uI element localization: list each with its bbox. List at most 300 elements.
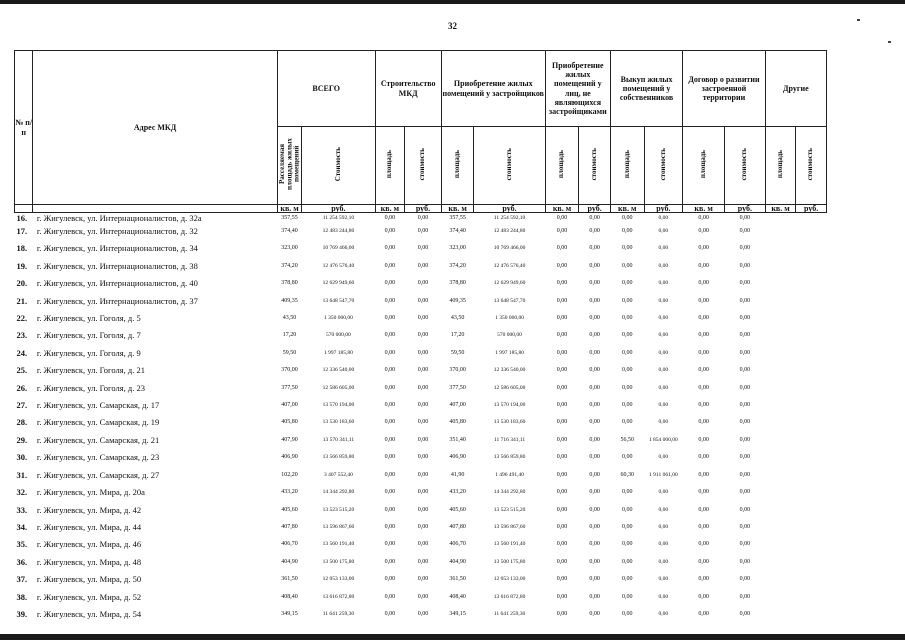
row-value: 0,00 [658,262,669,269]
row-address: г. Жигулевск, ул. Самарская, д. 19 [36,417,160,428]
row-value-empty [796,362,827,379]
row-value-empty [765,213,796,224]
table-row [15,213,827,224]
row-value: 0,00 [589,384,600,391]
row-value: 13 616 872,80 [322,593,355,600]
row-value: 0,00 [384,349,396,356]
row-value: 13 596 867,60 [322,523,355,530]
row-value: 0,00 [556,384,568,391]
row-value: 406,90 [449,454,466,461]
row-value: 0,00 [384,419,396,426]
row-value: 374,40 [449,228,466,234]
row-value: 0,00 [417,315,429,322]
row-value: 12 483 244,80 [493,228,526,234]
row-value: 59,50 [450,349,465,356]
row-value: 12 053 133,00 [322,576,355,583]
row-value: 0,00 [556,349,568,356]
row-value: 0,00 [698,576,709,583]
row-value: 0,00 [589,506,600,513]
subheader-cell [765,127,796,205]
row-value: 0,00 [739,349,751,356]
row-value: 0,00 [589,245,600,252]
table-row [15,536,827,553]
row-value: 0,00 [417,215,429,221]
subheader-label: площадь [557,150,566,179]
row-value-empty [796,345,827,362]
row-value: 404,90 [449,558,466,565]
table-row [15,345,827,362]
row-value: 0,00 [417,558,429,565]
row-value: 405,60 [281,506,298,513]
row-value-empty [765,432,796,449]
table-row [15,414,827,431]
row-value: 0,00 [698,523,709,530]
row-address: г. Жигулевск, ул. Мира, д. 48 [36,556,142,567]
subheader-cell [610,127,644,205]
row-number: 32. [16,487,28,498]
row-value: 3 407 552,40 [323,471,353,478]
row-value: 11 254 592,10 [322,215,355,221]
row-value: 13 566 859,80 [322,454,355,461]
unit-label: кв. м [683,205,725,213]
row-value: 407,90 [281,436,298,443]
row-value: 0,00 [589,576,600,583]
row-value: 0,00 [384,245,396,252]
row-value: 0,00 [417,523,429,530]
row-value: 0,00 [589,523,600,530]
row-number: 28. [16,417,28,428]
row-value: 17,20 [450,332,465,339]
row-value: 405,60 [449,506,466,513]
row-value: 0,00 [621,262,633,269]
row-value: 0,00 [417,245,429,252]
row-value-empty [796,467,827,484]
row-value: 12 629 949,60 [322,280,355,287]
row-value: 0,00 [621,297,633,304]
row-value: 378,80 [281,280,298,287]
row-value: 11 716 341,11 [493,436,526,443]
row-number: 16. [16,213,28,223]
row-value: 0,00 [384,215,396,221]
row-value: 374,20 [281,262,298,269]
row-value: 0,00 [417,471,429,478]
subheader-cell [302,127,375,205]
row-value-empty [765,380,796,397]
row-value: 0,00 [698,436,709,443]
row-value: 0,00 [384,471,396,478]
row-value: 0,00 [739,610,751,617]
row-value: 0,00 [589,436,600,443]
row-value: 0,00 [698,280,709,287]
row-value: 407,00 [281,402,298,409]
resettlement-table [14,50,827,623]
row-address: г. Жигулевск, ул. Мира, д. 44 [36,521,142,532]
unit-label: руб. [579,205,611,213]
row-value: 0,00 [589,367,600,374]
row-value: 0,00 [621,419,633,426]
row-value-empty [765,606,796,623]
row-value: 349,15 [281,610,298,617]
row-value: 56,50 [620,436,634,443]
row-address: г. Жигулевск, ул. Самарская, д. 27 [36,469,160,480]
row-value: 0,00 [417,297,429,304]
row-value: 0,00 [698,315,709,322]
row-value: 0,00 [556,610,568,617]
row-value: 0,00 [384,576,396,583]
table-row [15,223,827,240]
row-value: 0,00 [658,215,669,221]
row-value-empty [765,589,796,606]
table-row [15,258,827,275]
row-address: г. Жигулевск, ул. Интернационалистов, д. 34 [36,243,198,254]
table-row [15,519,827,536]
row-value: 0,00 [384,610,396,617]
row-value: 407,00 [449,402,466,409]
row-value: 0,00 [739,280,751,287]
row-value: 0,00 [589,454,600,461]
row-value-empty [796,484,827,501]
row-value: 0,00 [698,454,709,461]
row-value: 0,00 [698,558,709,565]
row-value-empty [796,380,827,397]
row-number: 37. [16,574,28,585]
row-value: 13 648 547,70 [493,297,526,304]
row-value: 377,50 [281,384,298,391]
row-value: 0,00 [556,332,568,339]
row-value: 404,90 [281,558,298,565]
row-value: 0,00 [658,402,669,409]
row-value: 12 483 244,80 [322,228,355,234]
units-blank [33,205,277,213]
row-value: 0,00 [384,593,396,600]
row-value: 0,00 [698,332,709,339]
subheader-label: Расселяемая площадь жилых помещений [277,138,301,191]
row-address: г. Жигулевск, ул. Гоголя, д. 7 [36,330,141,341]
header-group-non-developers: Приобретение жилых помещений у лиц, не являющихся застройщиками [545,51,610,127]
row-value: 0,00 [658,506,669,513]
row-value: 0,00 [658,367,669,374]
row-address: г. Жигулевск, ул. Мира, д. 42 [36,504,142,515]
row-value: 0,00 [739,419,751,426]
subheader-cell [545,127,579,205]
row-number: 35. [16,539,28,550]
subheader-cell [644,127,683,205]
row-value: 0,00 [658,610,669,617]
row-value: 60,30 [620,471,634,478]
row-value: 0,00 [698,349,709,356]
row-value: 0,00 [658,297,669,304]
subheader-label: площадь [452,150,461,179]
row-value: 0,00 [698,489,709,496]
units-blank [15,205,33,213]
row-value: 405,80 [449,419,466,426]
row-value-empty [765,293,796,310]
unit-label: руб. [644,205,683,213]
table-row [15,240,827,257]
row-value: 570 000,00 [326,332,351,339]
row-value: 361,50 [281,576,298,583]
row-value: 0,00 [698,228,709,234]
row-value: 0,00 [589,215,600,221]
row-value: 0,00 [417,419,429,426]
scan-speck [857,19,860,21]
row-value: 0,00 [698,471,709,478]
row-number: 20. [16,278,28,289]
subheader-cell [796,127,827,205]
row-value: 0,00 [589,471,600,478]
row-value-empty [765,449,796,466]
row-value: 0,00 [384,402,396,409]
row-value: 59,50 [282,349,297,356]
unit-label: кв. м [441,205,474,213]
row-value: 0,00 [698,297,709,304]
row-value: 0,00 [698,262,709,269]
row-value: 0,00 [417,610,429,617]
row-number: 19. [16,260,28,271]
row-value: 0,00 [556,506,568,513]
header-group-buyout: Выкуп жилых помещений у собственников [610,51,682,127]
row-value: 0,00 [739,262,751,269]
row-value: 0,00 [739,228,751,234]
row-value: 1 350 000,00 [323,315,353,322]
header-group-construction: Строительство МКД [375,51,441,127]
row-value: 1 997 185,80 [495,349,524,356]
row-value: 0,00 [384,489,396,496]
row-value-empty [796,414,827,431]
row-value: 0,00 [417,228,429,234]
row-value: 357,55 [449,215,466,221]
row-value: 0,00 [384,262,396,269]
row-number: 17. [16,226,28,236]
row-value: 0,00 [384,558,396,565]
row-value-empty [765,275,796,292]
row-number: 24. [16,347,28,358]
subheader-label: стоимость [806,148,815,181]
subheader-label: стоимость [589,148,598,181]
row-value: 0,00 [556,454,568,461]
row-value: 0,00 [556,576,568,583]
row-value: 0,00 [698,419,709,426]
row-value: 0,00 [658,384,669,391]
row-value: 13 530 183,60 [493,419,526,426]
row-value-empty [765,397,796,414]
row-value-empty [796,327,827,344]
row-value: 0,00 [556,315,568,322]
row-value: 13 648 547,70 [322,297,355,304]
row-value-empty [765,536,796,553]
unit-label: кв. м [277,205,301,213]
row-value: 0,00 [556,280,568,287]
row-value-empty [796,536,827,553]
row-value: 0,00 [621,610,633,617]
row-value: 13 560 191,40 [322,541,355,548]
row-value: 14 344 292,80 [493,489,526,496]
row-value: 0,00 [589,558,600,565]
row-value: 0,00 [621,228,633,234]
top-border [0,0,905,4]
row-value: 0,00 [384,228,396,234]
row-value: 0,00 [589,262,600,269]
row-value: 361,50 [449,576,466,583]
row-value: 0,00 [589,280,600,287]
subheader-label: стоимость [418,148,427,181]
row-value: 14 344 292,80 [322,489,355,496]
subheader-cell [441,127,474,205]
row-value: 0,00 [698,610,709,617]
subheader-label: Стоимость [333,147,342,182]
row-value: 43,50 [282,315,297,322]
row-value: 0,00 [621,576,633,583]
row-value: 12 336 540,00 [322,367,355,374]
row-value: 0,00 [658,593,669,600]
row-value: 0,00 [417,541,429,548]
row-value-empty [796,502,827,519]
subheader-label: стоимость [740,148,749,181]
row-value: 0,00 [621,245,633,252]
row-value: 0,00 [658,558,669,565]
row-value: 374,40 [281,228,298,234]
row-value: 0,00 [739,506,751,513]
row-address: г. Жигулевск, ул. Интернационалистов, д. 40 [36,278,198,289]
row-value-empty [765,571,796,588]
row-value: 323,00 [281,245,298,252]
row-value: 323,00 [449,245,466,252]
row-value: 0,00 [658,245,669,252]
row-value: 10 769 466,00 [322,245,355,252]
subheader-cell [375,127,405,205]
row-value-empty [796,606,827,623]
row-value: 377,50 [449,384,466,391]
row-value: 0,00 [556,436,568,443]
table-row [15,397,827,414]
row-value: 0,00 [739,523,751,530]
bottom-border [0,634,905,640]
subheader-label: стоимость [658,148,667,181]
row-number: 31. [16,469,28,480]
row-address: г. Жигулевск, ул. Интернационалистов, д. 32 [36,226,198,236]
subheader-cell [683,127,725,205]
unit-label: кв. м [765,205,796,213]
table-row [15,606,827,623]
row-value: 407,80 [449,523,466,530]
row-value-empty [765,414,796,431]
row-value: 0,00 [589,610,600,617]
row-number: 25. [16,365,28,376]
row-value-empty [765,502,796,519]
row-value: 0,00 [384,506,396,513]
scan-speck [888,41,891,43]
row-value-empty [796,240,827,257]
row-value: 0,00 [621,454,633,461]
row-value: 0,00 [739,367,751,374]
row-number: 27. [16,400,28,411]
row-value: 0,00 [417,436,429,443]
row-value: 374,20 [449,262,466,269]
page-number: 32 [448,21,457,31]
row-value: 13 523 515,20 [493,506,526,513]
row-value: 0,00 [417,262,429,269]
row-value: 1 997 185,80 [323,349,353,356]
row-address: г. Жигулевск, ул. Гоголя, д. 23 [36,382,145,393]
row-value: 0,00 [556,297,568,304]
table-row [15,362,827,379]
subheader-cell [579,127,611,205]
row-value: 13 530 183,60 [322,419,355,426]
table-row [15,275,827,292]
row-value: 0,00 [739,489,751,496]
row-value: 0,00 [384,297,396,304]
row-value-empty [796,275,827,292]
row-value-empty [765,327,796,344]
row-number: 22. [16,313,28,324]
row-value: 0,00 [556,541,568,548]
row-number: 21. [16,295,28,306]
row-number: 39. [16,608,28,619]
table-row [15,467,827,484]
row-value: 433,20 [281,489,298,496]
unit-label: руб. [405,205,442,213]
row-address: г. Жигулевск, ул. Самарская, д. 17 [36,400,160,411]
subheader-cell [724,127,765,205]
row-address: г. Жигулевск, ул. Интернационалистов, д. 38 [36,260,198,271]
row-value: 13 500 175,80 [322,558,355,565]
row-value: 13 570 194,00 [322,402,355,409]
header-group-total: ВСЕГО [277,51,375,127]
row-address: г. Жигулевск, ул. Интернационалистов, д. 37 [36,295,198,306]
row-number: 34. [16,521,28,532]
row-value: 13 560 191,40 [493,541,526,548]
row-value: 0,00 [417,384,429,391]
row-value: 370,00 [449,367,466,374]
row-value: 0,00 [621,593,633,600]
row-value: 570 000,00 [497,332,522,339]
row-value: 0,00 [384,280,396,287]
row-value: 406,70 [449,541,466,548]
row-value-empty [796,519,827,536]
row-value: 0,00 [417,506,429,513]
row-value-empty [765,467,796,484]
subheader-cell [405,127,442,205]
row-value: 0,00 [621,523,633,530]
table-row [15,571,827,588]
row-value: 41,90 [450,471,465,478]
row-value: 409,35 [449,297,466,304]
row-value: 0,00 [658,280,669,287]
row-address: г. Жигулевск, ул. Гоголя, д. 21 [36,365,145,376]
row-address: г. Жигулевск, ул. Гоголя, д. 9 [36,347,141,358]
row-value: 0,00 [556,228,568,234]
row-value: 0,00 [739,471,751,478]
row-value: 0,00 [417,454,429,461]
row-value: 0,00 [589,332,600,339]
row-value: 0,00 [417,489,429,496]
row-address: г. Жигулевск, ул. Гоголя, д. 5 [36,313,141,324]
row-address: г. Жигулевск, ул. Интернационалистов, д. 32а [36,213,202,223]
subheader-label: площадь [622,150,631,179]
row-value: 0,00 [658,349,669,356]
row-value-empty [765,519,796,536]
row-value-empty [765,362,796,379]
row-value: 12 586 605,00 [322,384,355,391]
row-value: 406,90 [281,454,298,461]
subheader-label: стоимость [504,148,513,181]
row-value-empty [796,258,827,275]
table-row [15,554,827,571]
row-value: 0,00 [658,576,669,583]
row-value: 13 570 341,11 [322,436,355,443]
subheader-label: площадь [698,150,707,179]
row-value: 433,20 [449,489,466,496]
